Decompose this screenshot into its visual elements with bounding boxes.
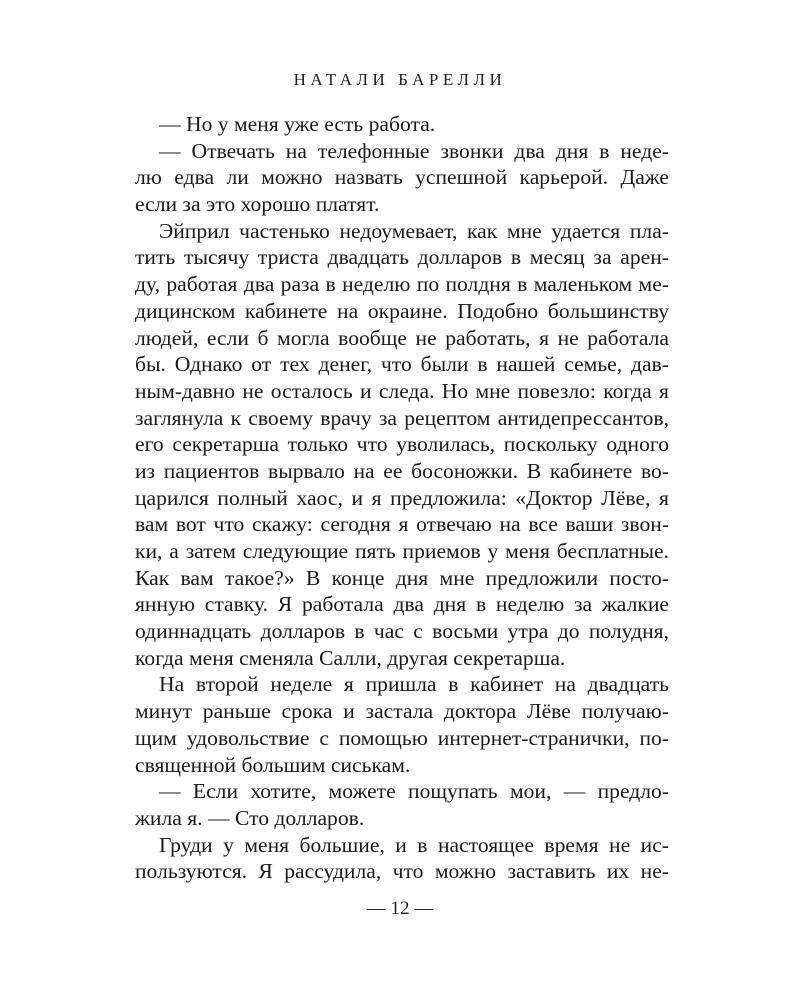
- text-line: пользуются. Я рассудила, что можно заставить их не-: [135, 859, 669, 884]
- text-line: жила я. — Сто долларов.: [135, 805, 365, 830]
- text-line: минут раньше срока и застала доктора Лёве получаю-: [135, 699, 669, 724]
- text-line: если за это хорошо платят.: [135, 192, 380, 217]
- text-line: На второй неделе я пришла в кабинет на двадцать: [159, 672, 669, 697]
- text-line: Эйприл частенько недоумевает, как мне удается пла-: [159, 218, 669, 243]
- text-line: царился полный хаос, и я предложила: «Доктор Лёве, я: [135, 485, 669, 510]
- running-head-author: НАТАЛИ БАРЕЛЛИ: [293, 70, 507, 89]
- text-line: дицинском кабинете на окраине. Подобно большинству: [135, 298, 669, 323]
- text-line: одиннадцать долларов в час с восьми утра до полудня,: [135, 619, 669, 644]
- text-line: Груди у меня большие, и в настоящее время не ис-: [159, 832, 669, 857]
- text-line: — Но у меня уже есть работа.: [159, 112, 436, 136]
- paragraph: [135, 138, 669, 218]
- text-line: бы. Однако от тех денег, что были в нашей семье, дав-: [135, 352, 669, 377]
- text-line: — Отвечать на телефонные звонки два дня в неде-: [159, 138, 669, 163]
- text-line: щим удовольствие с помощью интернет-странички, по-: [135, 725, 669, 750]
- text-line: ки, а затем следующие пять приемов у меня бесплатные.: [135, 539, 669, 563]
- paragraph: [135, 832, 669, 885]
- paragraph: [135, 778, 669, 831]
- text-line: янную ставку. Я работала два дня в неделю за жалкие: [135, 592, 669, 617]
- text-line: Как вам такое?» В конце дня мне предложили посто-: [135, 565, 669, 590]
- paragraph: [135, 671, 669, 778]
- paragraph: [135, 218, 669, 672]
- text-line: — Если хотите, можете пощупать мои, — предло-: [159, 779, 669, 804]
- text-line: его секретарша только что уволилась, поскольку одного: [135, 432, 669, 457]
- text-line: заглянула к своему врачу за рецептом антидепрессантов,: [135, 405, 669, 430]
- text-line: лю едва ли можно назвать успешной карьерой. Даже: [135, 165, 669, 190]
- text-line: священной большим сиськам.: [135, 752, 411, 777]
- text-line: из пациентов вырвало на ее босоножки. В кабинете во-: [135, 458, 669, 483]
- text-line: тить тысячу триста двадцать долларов в месяц за арен-: [135, 245, 669, 270]
- text-line: когда меня сменяла Салли, другая секретарша.: [135, 645, 566, 670]
- text-line: людей, если б могла вообще не работать, я не работала: [135, 325, 669, 350]
- paragraph: [135, 111, 669, 138]
- body-text: [135, 111, 669, 885]
- page-number: — 12 —: [366, 898, 434, 919]
- text-line: ду, работая два раза в неделю по полдня в маленьком ме-: [135, 272, 669, 297]
- text-line: вам вот что скажу: сегодня я отвечаю на все ваши звон-: [135, 512, 669, 537]
- text-line: ным-давно не осталось и следа. Но мне повезло: когда я: [135, 378, 669, 403]
